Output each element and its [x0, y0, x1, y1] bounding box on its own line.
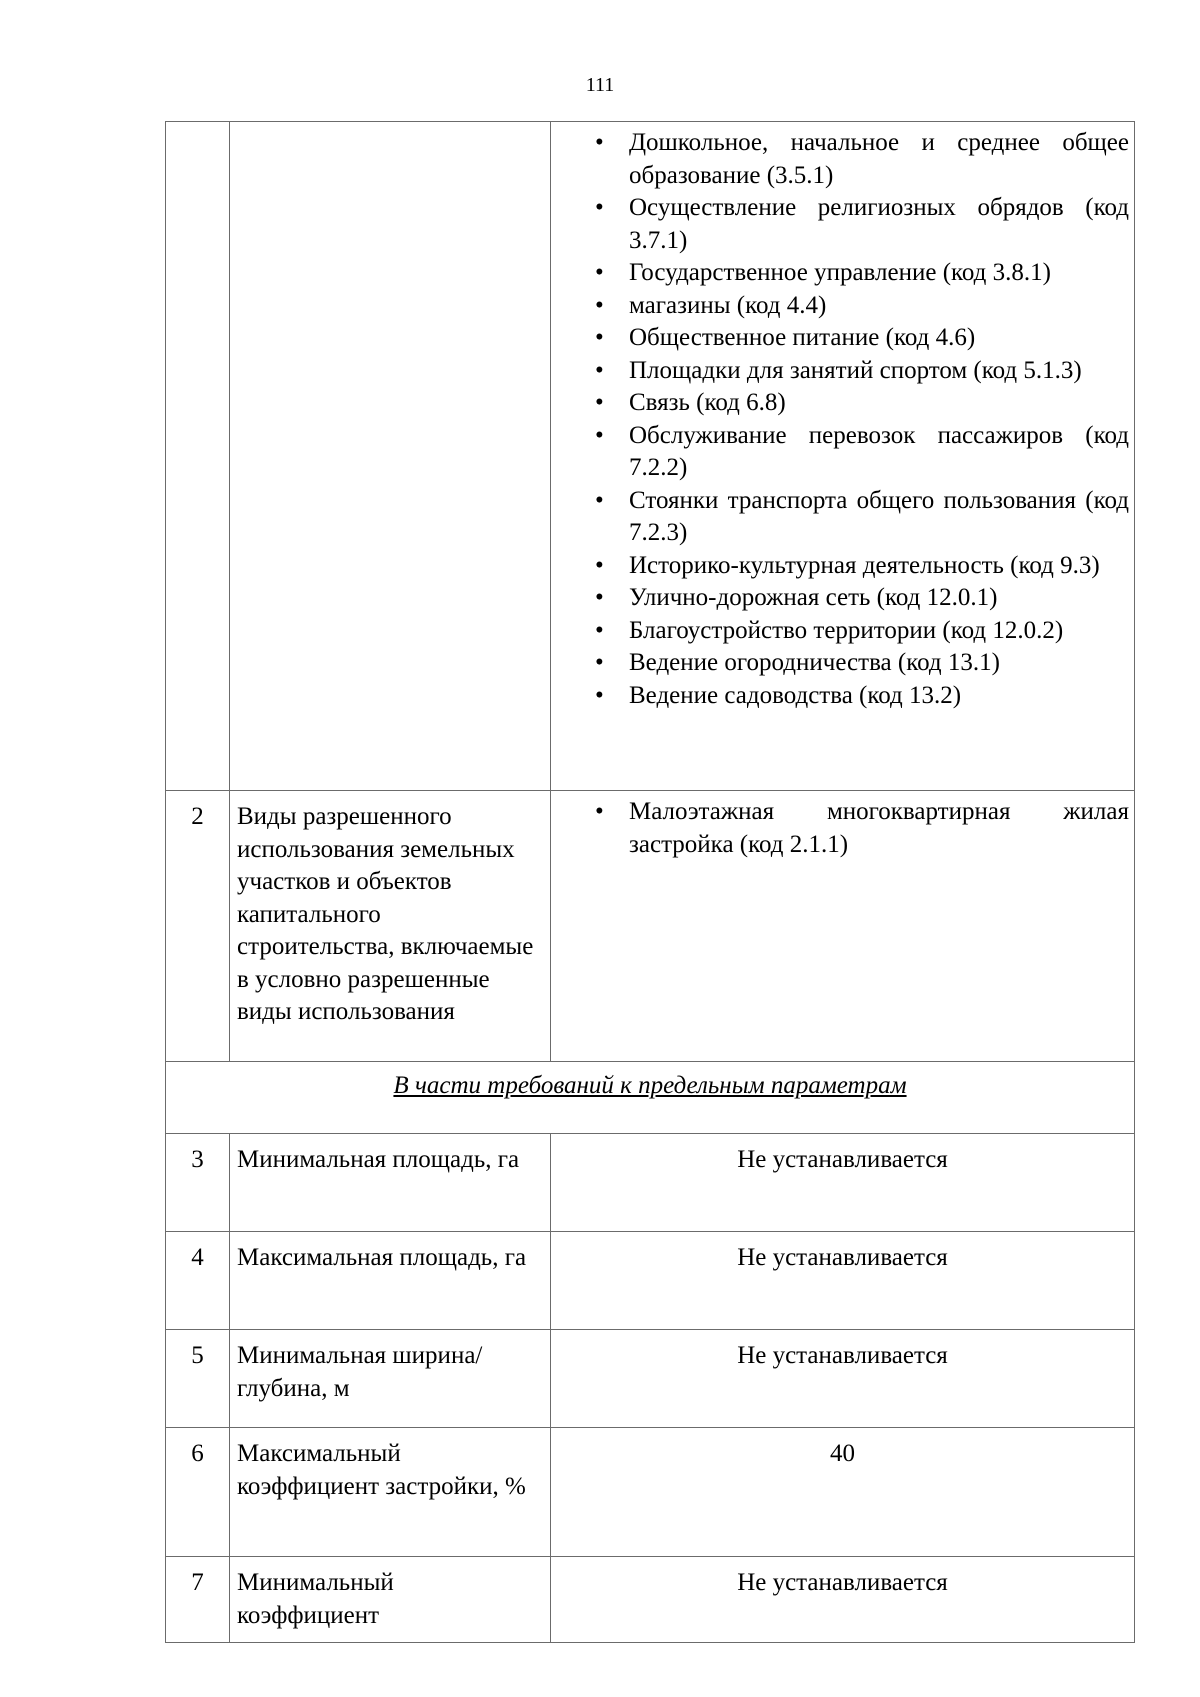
list-item: • магазины (код 4.4) [551, 290, 1129, 323]
table-row [166, 1232, 1135, 1330]
param-value: Не устанавливается [551, 1557, 1135, 1643]
permitted-uses-cell [551, 122, 1135, 791]
permitted-uses-list [551, 127, 1129, 712]
list-item: • Историко-культурная деятельность (код 9.3) [551, 550, 1129, 583]
table-row [166, 1134, 1135, 1232]
row-number: 3 [166, 1134, 230, 1232]
list-item: • Малоэтажная многоквартирная жилая застройка (код 2.1.1) [551, 796, 1129, 861]
list-item: • Государственное управление (код 3.8.1) [551, 257, 1129, 290]
list-item: • Ведение садоводства (код 13.2) [551, 680, 1129, 713]
row-number: 2 [166, 791, 230, 1062]
list-item: • Дошкольное, начальное и среднее общее образование (3.5.1) [551, 127, 1129, 192]
table-row [166, 1428, 1135, 1557]
param-name: Минимальная ширина/глубина, м [230, 1330, 551, 1428]
table-row [166, 791, 1135, 1062]
table-row [166, 1330, 1135, 1428]
row-number: 6 [166, 1428, 230, 1557]
page-number: 111 [585, 74, 615, 96]
row-name: Виды разрешенного использования земельных участков и объектов капитального строительства, включаемые в условно разрешенные виды использования [230, 791, 551, 1062]
row-number [166, 122, 230, 791]
param-name: Максимальная площадь, га [230, 1232, 551, 1330]
param-value: Не устанавливается [551, 1330, 1135, 1428]
param-value: Не устанавливается [551, 1134, 1135, 1232]
param-name: Минимальный коэффициент [230, 1557, 551, 1643]
param-name: Максимальный коэффициент застройки, % [230, 1428, 551, 1557]
row-number: 5 [166, 1330, 230, 1428]
list-item: • Общественное питание (код 4.6) [551, 322, 1129, 355]
table-row [166, 1557, 1135, 1643]
list-item: • Осуществление религиозных обрядов (код 3.7.1) [551, 192, 1129, 257]
section-header-row [166, 1062, 1135, 1134]
table-row [166, 122, 1135, 791]
list-item: • Улично-дорожная сеть (код 12.0.1) [551, 582, 1129, 615]
row-number: 4 [166, 1232, 230, 1330]
list-item: • Площадки для занятий спортом (код 5.1.3) [551, 355, 1129, 388]
list-item: • Стоянки транспорта общего пользования (код 7.2.3) [551, 485, 1129, 550]
conditional-uses-list [551, 796, 1129, 861]
list-item: • Обслуживание перевозок пассажиров (код 7.2.2) [551, 420, 1129, 485]
list-item: • Ведение огородничества (код 13.1) [551, 647, 1129, 680]
param-value: Не устанавливается [551, 1232, 1135, 1330]
section-header: В части требований к предельным параметрам [166, 1062, 1135, 1134]
list-item: • Связь (код 6.8) [551, 387, 1129, 420]
row-name [230, 122, 551, 791]
list-item: • Благоустройство территории (код 12.0.2) [551, 615, 1129, 648]
row-number: 7 [166, 1557, 230, 1643]
parameters-table [165, 121, 1135, 1643]
param-name: Минимальная площадь, га [230, 1134, 551, 1232]
conditional-uses-cell [551, 791, 1135, 1062]
param-value: 40 [551, 1428, 1135, 1557]
